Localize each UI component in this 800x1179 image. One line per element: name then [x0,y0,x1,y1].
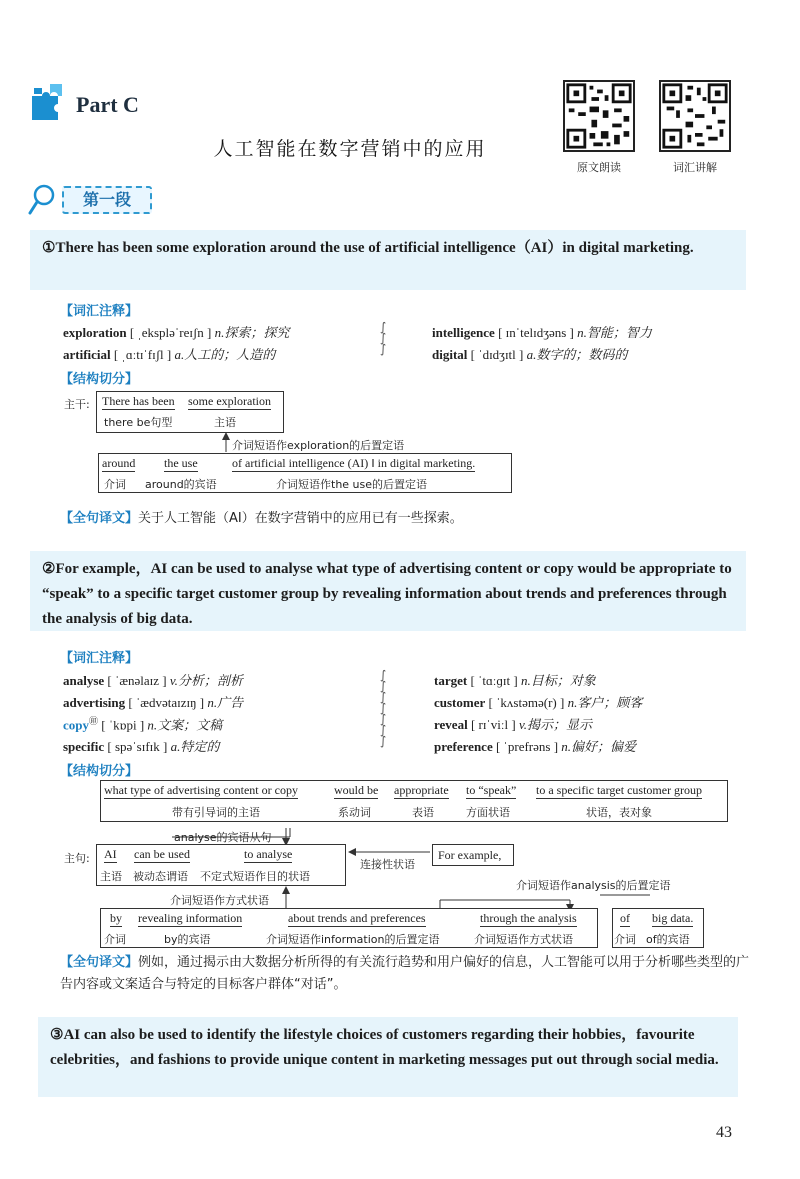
diagram-note: 介词 [614,933,636,946]
vocab-entry: preference [ ˈprefrəns ] n.偏好；偏爱 [434,739,637,754]
diagram-phrase: There has been [102,394,175,408]
section-tag: 第一段 [62,186,152,214]
sentence-3: ③AI can also be used to identify the lifestyle choices of customers regarding their hobbies，favourite celebrities，and fashions to provide unique content in marketing messages put out through social media. [38,1017,738,1097]
vocab-entry: copy㊞ [ ˈkɒpi ] n.文案；文稿 [63,716,223,733]
vocab-entry: target [ ˈtɑːɡɪt ] n.目标；对象 [434,673,596,688]
diagram-note: 介词短语作the use的后置定语 [276,478,428,491]
diagram-phrase: AI [104,847,117,861]
sentence-2: ②For example，AI can be used to analyse what type of advertising content or copy would be appropriate to “speak” to a specific target customer group by revealing information about trends and preferences through the analysis of big data. [30,551,746,631]
translation-1: 【全句译文】关于人工智能（AI）在数字营销中的应用已有一些探索。 [60,511,463,526]
diagram-note: 不定式短语作目的状语 [200,870,310,883]
vocab-entry: reveal [ rɪˈviːl ] v.揭示；显示 [434,717,593,732]
diagram-phrase: big data. [652,911,694,925]
diagram-note: around的宾语 [145,478,217,491]
diagram-phrase: to “speak” [466,783,517,797]
part-heading: Part C [76,92,139,117]
diagram-note: 介词短语作方式状语 [474,933,573,946]
vocab-entry: exploration [ ˌekspləˈreɪʃn ] n.探索；探究 [63,325,290,340]
magnifier-icon [28,183,56,217]
diagram-note: of的宾语 [646,933,690,946]
main-clause-label: 主干: [64,398,90,411]
vocab-label: 【词汇注释】 [60,304,139,319]
diagram-arrow-label: 介词短语作exploration的后置定语 [232,439,405,452]
vocab-entry: analyse [ ˈænəlaɪz ] v.分析；剖析 [63,673,243,688]
qr-code-icon[interactable] [563,80,635,152]
diagram-phrase: around [102,456,136,470]
wavy-divider: ∫ ∫ ∫ [380,320,387,356]
diagram-phrase: For example, [432,844,514,866]
diagram-note: 介词 [104,933,126,946]
diagram-phrase: of artificial intelligence (AI) ‖ in digital marketing. [232,456,476,470]
vocab-entry: advertising [ ˈædvətaɪzɪŋ ] n.广告 [63,695,244,710]
diagram-phrase: about trends and preferences [288,911,426,925]
diagram-note: 状语，表对象 [586,806,652,819]
diagram-arrow-label: 介词短语作analysis的后置定语 [516,879,671,892]
diagram-phrase: revealing information [138,911,243,925]
structure-label: 【结构切分】 [60,764,139,779]
page-number: 43 [716,1124,732,1141]
diagram-note: 主语 [214,416,236,429]
diagram-arrow-label: 连接性状语 [360,858,415,871]
diagram-phrase: to a specific target customer group [536,783,703,797]
diagram-note: 被动态谓语 [133,870,188,883]
qr-code-icon[interactable] [659,80,731,152]
vocab-entry: customer [ ˈkʌstəmə(r) ] n.客户；顾客 [434,695,643,710]
vocab-label: 【词汇注释】 [60,651,139,666]
diagram-phrase: would be [334,783,379,797]
diagram-note: 表语 [412,806,434,819]
diagram-note: 方面状语 [466,806,510,819]
diagram-phrase: of [620,911,630,925]
diagram-phrase: the use [164,456,198,470]
vocab-entry: artificial [ ˌɑːtɪˈfɪʃl ] a.人工的；人造的 [63,347,276,362]
diagram-phrase: can be used [134,847,190,861]
diagram-phrase: by [110,911,122,925]
diagram-phrase: what type of advertising content or copy [104,783,298,797]
puzzle-icon [28,82,70,124]
wavy-divider: ∫ ∫ ∫ ∫ ∫ ∫ ∫ [380,668,387,748]
qr-caption-vocab: 词汇讲解 [673,161,717,174]
diagram-note: 主语 [100,870,122,883]
diagram-note: by的宾语 [164,933,211,946]
diagram-note: 带有引导词的主语 [172,806,260,819]
structure-label: 【结构切分】 [60,372,139,387]
diagram-phrase: some exploration [188,394,271,408]
diagram-phrase: through the analysis [480,911,577,925]
sentence-1: ①There has been some exploration around the use of artificial intelligence（AI）in digital marketing. [30,230,746,290]
diagram-note: 介词短语作information的后置定语 [266,933,440,946]
diagram-phrase: to analyse [244,847,293,861]
vocab-entry: intelligence [ ɪnˈtelɪdʒəns ] n.智能；智力 [432,325,652,340]
diagram-note: 介词 [104,478,126,491]
diagram-arrow-label: analyse的宾语从句 [174,831,272,844]
diagram-arrow-label: 介词短语作方式状语 [170,894,269,907]
special-mark-icon: ㊞ [89,716,99,726]
diagram-note: there be句型 [104,416,173,429]
qr-caption-reading: 原文朗读 [577,161,621,174]
translation-2: 【全句译文】例如，通过揭示由大数据分析所得的有关流行趋势和用户偏好的信息，人工智能可以用于分析哪些类型的广告内容或文案适合与特定的目标客户群体“对话”。 [60,955,750,992]
page-title: 人工智能在数字营销中的应用 [213,138,487,160]
vocab-entry: specific [ spəˈsɪfɪk ] a.特定的 [63,739,220,754]
main-clause-label: 主句: [64,852,90,865]
diagram-note: 系动词 [338,806,371,819]
diagram-phrase: appropriate [394,783,449,797]
vocab-entry: digital [ ˈdɪdʒɪtl ] a.数字的；数码的 [432,347,628,362]
